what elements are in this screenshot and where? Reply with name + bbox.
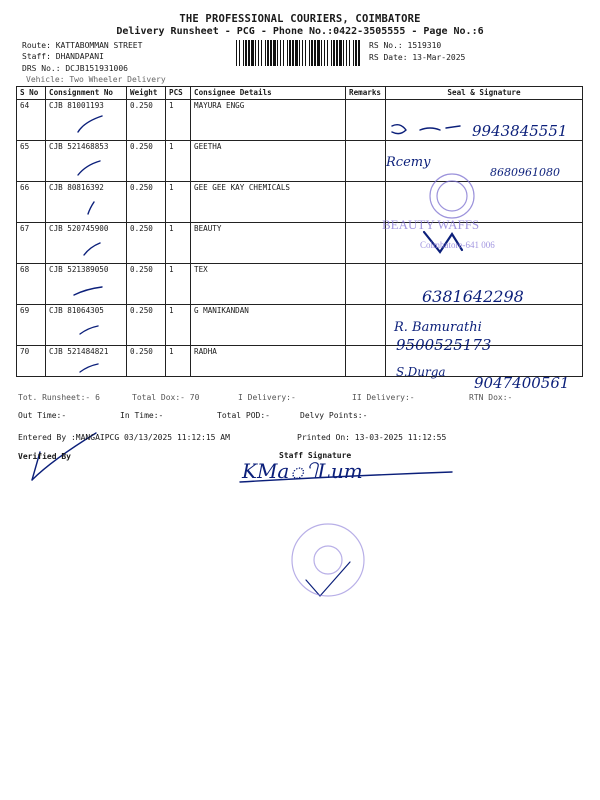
table-cell-seal [386, 100, 583, 141]
document-title: THE PROFESSIONAL COURIERS, COIMBATORE [179, 13, 421, 25]
table-cell-seal [386, 305, 583, 346]
table-cell-pcs: 1 [166, 182, 191, 223]
table-row [17, 346, 583, 377]
table-cell-sno: 68 [17, 264, 46, 305]
table-cell-cons: CJB 521468853 [46, 141, 127, 182]
table-cell-pcs: 1 [166, 346, 191, 377]
out-time: Out Time:- [18, 411, 67, 420]
delvy-points: Delvy Points:- [300, 411, 368, 420]
rs-date-label: RS Date: 13-Mar-2025 [369, 53, 466, 62]
staff-signature-handwritten: KMaிLum [242, 459, 363, 483]
table-cell-det: GEE GEE KAY CHEMICALS [191, 182, 346, 223]
table-cell-sno: 69 [17, 305, 46, 346]
table-cell-seal [386, 264, 583, 305]
table-cell-sno: 66 [17, 182, 46, 223]
table-cell-sno: 67 [17, 223, 46, 264]
vehicle-label: Vehicle: Two Wheeler Delivery [26, 75, 166, 84]
table-cell-wt: 0.250 [127, 100, 166, 141]
table-cell-cons: CJB 520745900 [46, 223, 127, 264]
row69-phone-handwritten: 9500525173 [396, 336, 492, 354]
table-header-row [17, 87, 583, 100]
header-remarks: Remarks [346, 87, 386, 100]
i-delivery: I Delivery:- [238, 393, 296, 402]
table-cell-cons: CJB 81064305 [46, 305, 127, 346]
verified-by-label: Verified By [18, 452, 71, 461]
table-row [17, 100, 583, 141]
document-subtitle: Delivery Runsheet - PCG - Phone No.:0422-3505555 - Page No.:6 [116, 26, 484, 37]
table-cell-wt: 0.250 [127, 264, 166, 305]
table-cell-det: BEAUTY [191, 223, 346, 264]
stamp-text-name: BEAUTY WAFFS [382, 217, 480, 232]
table-cell-remarks [346, 305, 386, 346]
route-label: Route: KATTABOMMAN STREET [22, 41, 143, 50]
table-cell-remarks [346, 141, 386, 182]
row70-phone-handwritten: 9047400561 [474, 374, 570, 392]
row69-name-handwritten: R. Bamurathi [394, 320, 482, 335]
table-row [17, 223, 583, 264]
table-cell-det: G MANIKANDAN [191, 305, 346, 346]
header-sno: S No [17, 87, 46, 100]
runsheet-table [16, 86, 583, 377]
stamp-round-footer [292, 524, 364, 596]
entered-by: Entered By :MANGAIPCG 03/13/2025 11:12:15 AM [18, 433, 230, 442]
header-consignee: Consignee Details [191, 87, 346, 100]
table-row [17, 141, 583, 182]
rtn-dox: RTN Dox:- [469, 393, 513, 402]
rs-no-label: RS No.: 1519310 [369, 41, 442, 50]
table-cell-remarks [346, 346, 386, 377]
table-cell-wt: 0.250 [127, 346, 166, 377]
table-cell-det: MAYURA ENGG [191, 100, 346, 141]
header-weight: Weight [127, 87, 166, 100]
row68-phone-handwritten: 6381642298 [422, 287, 524, 306]
drs-no-label: DRS No.: DCJB151931006 [22, 64, 128, 73]
row70-name-handwritten: S.Durga [396, 365, 446, 379]
table-cell-det: TEX [191, 264, 346, 305]
table-cell-sno: 64 [17, 100, 46, 141]
staff-signature-label: Staff Signature [279, 451, 352, 460]
in-time: In Time:- [120, 411, 164, 420]
table-cell-seal [386, 223, 583, 264]
table-cell-remarks [346, 223, 386, 264]
table-cell-cons: CJB 81001193 [46, 100, 127, 141]
signature-underline [240, 472, 452, 482]
table-cell-det: GEETHA [191, 141, 346, 182]
header-pcs: PCS [166, 87, 191, 100]
printed-on: Printed On: 13-03-2025 11:12:55 [297, 433, 447, 442]
table-row [17, 264, 583, 305]
table-cell-pcs: 1 [166, 223, 191, 264]
stamp-text-city: Coimbatore-641 006 [420, 240, 495, 250]
table-cell-pcs: 1 [166, 305, 191, 346]
total-pod: Total POD:- [217, 411, 270, 420]
stamp-check-stroke [306, 562, 350, 596]
table-cell-cons: CJB 521484821 [46, 346, 127, 377]
table-cell-wt: 0.250 [127, 223, 166, 264]
row64-phone-handwritten: 9943845551 [472, 122, 568, 140]
table-cell-pcs: 1 [166, 100, 191, 141]
table-cell-wt: 0.250 [127, 141, 166, 182]
header-seal-signature: Seal & Signature [386, 87, 583, 100]
table-cell-cons: CJB 80816392 [46, 182, 127, 223]
table-cell-pcs: 1 [166, 141, 191, 182]
table-cell-remarks [346, 100, 386, 141]
row65-name-handwritten: Rcemy [386, 155, 431, 170]
table-cell-cons: CJB 521389050 [46, 264, 127, 305]
header-consignment: Consignment No [46, 87, 127, 100]
table-cell-seal [386, 182, 583, 223]
row65-phone-handwritten: 8680961080 [490, 166, 560, 179]
table-cell-seal [386, 346, 583, 377]
tot-runsheet: Tot. Runsheet:- 6 [18, 393, 100, 402]
table-cell-wt: 0.250 [127, 182, 166, 223]
table-cell-seal [386, 141, 583, 182]
table-cell-det: RADHA [191, 346, 346, 377]
total-dox: Total Dox:- 70 [132, 393, 200, 402]
table-cell-remarks [346, 264, 386, 305]
barcode-image [236, 40, 361, 66]
table-cell-remarks [346, 182, 386, 223]
staff-label: Staff: DHANDAPANI [22, 52, 104, 61]
table-row [17, 305, 583, 346]
table-cell-wt: 0.250 [127, 305, 166, 346]
table-cell-sno: 70 [17, 346, 46, 377]
table-row [17, 182, 583, 223]
table-cell-pcs: 1 [166, 264, 191, 305]
ii-delivery: II Delivery:- [352, 393, 415, 402]
table-cell-sno: 65 [17, 141, 46, 182]
